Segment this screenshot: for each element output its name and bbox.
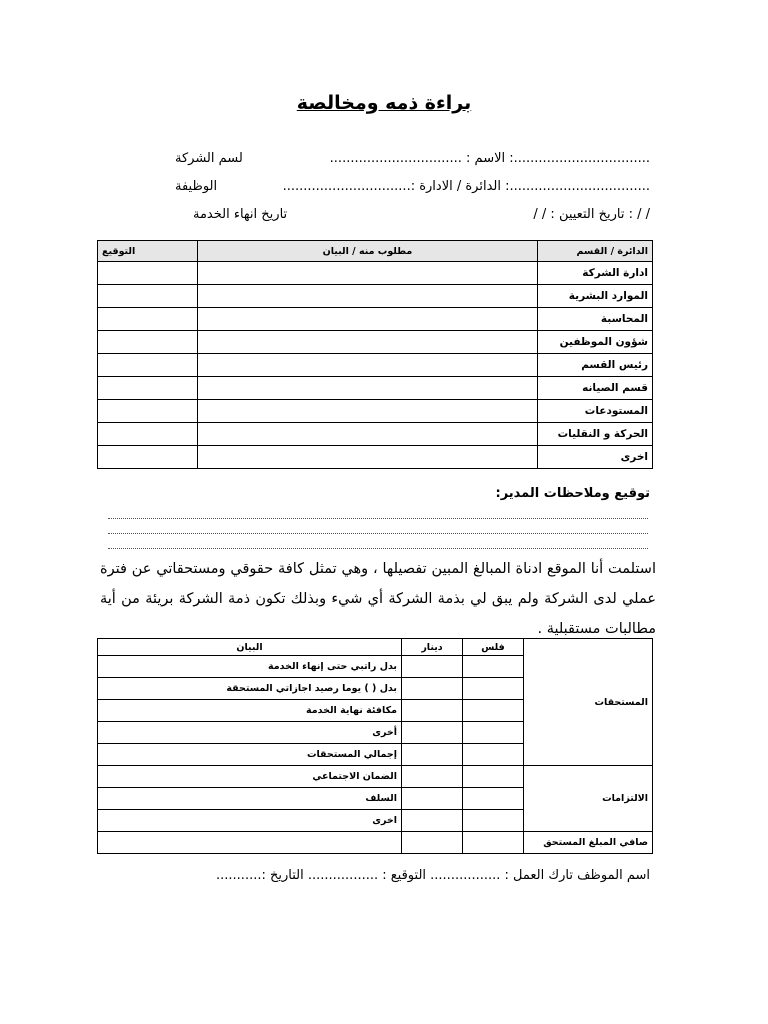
manager-notes-label: توقيع وملاحظات المدير: [495,486,650,501]
fils-cell[interactable] [463,810,524,832]
signature-cell[interactable] [98,285,198,308]
table-header-row [98,639,653,656]
table-row [98,446,653,469]
required-cell[interactable] [197,354,538,377]
notes-line-1[interactable] [108,518,648,519]
required-cell[interactable] [197,262,538,285]
fils-cell[interactable] [463,678,524,700]
col-description: البيان [98,639,402,656]
notes-line-3[interactable] [108,548,648,549]
required-cell[interactable] [197,446,538,469]
declaration-text: استلمت أنا الموقع ادناة المبالغ المبين تفصيلها ، وهي تمثل كافة حقوقي ومستحقاتي عن فترة عملي لدى الشركة ولم يبق لي بذمة الشركة أي شيء وبذلك تكون ذمة الشركة بريئة من أية مطالبات مستقبلية . [100,561,656,637]
fils-cell[interactable] [463,788,524,810]
dinar-cell[interactable] [402,788,463,810]
description-cell: أخرى [98,722,402,744]
dept-cell: المحاسبة [538,308,653,331]
dinar-cell[interactable] [402,656,463,678]
company-name-label: لسم الشركة [175,151,243,166]
description-cell [98,832,402,854]
col-dinar: دينار [402,639,463,656]
fils-cell[interactable] [463,700,524,722]
dinar-cell[interactable] [402,700,463,722]
page-title: براءة ذمه ومخالصة [296,92,472,114]
dinar-cell[interactable] [402,722,463,744]
entitlements-label: المستحقات [524,639,653,766]
table-row [98,331,653,354]
description-cell: بدل ( ) يوما رصيد اجازاتي المستحقة [98,678,402,700]
clearance-table [97,240,653,469]
table-row [98,766,653,788]
settlement-table [97,638,653,854]
notes-line-2[interactable] [108,533,648,534]
required-cell[interactable] [197,285,538,308]
fils-cell[interactable] [463,656,524,678]
table-row [98,423,653,446]
dept-cell: الحركة و النقليات [538,423,653,446]
dinar-cell[interactable] [402,678,463,700]
description-cell: السلف [98,788,402,810]
dept-cell: قسم الصيانه [538,377,653,400]
signature-cell[interactable] [98,423,198,446]
required-cell[interactable] [197,377,538,400]
dept-cell: الموارد البشرية [538,285,653,308]
table-row [98,285,653,308]
signature-cell[interactable] [98,262,198,285]
hire-date-line: / / : تاريخ التعيين : / / [533,207,650,222]
description-cell: بدل راتبي حتى إنهاء الخدمة [98,656,402,678]
name-line: .................................: الاسم : ................................ [329,151,650,166]
description-cell: الضمان الاجتماعي [98,766,402,788]
signature-cell[interactable] [98,377,198,400]
dinar-cell[interactable] [402,766,463,788]
table-row [98,377,653,400]
dinar-cell[interactable] [402,744,463,766]
signature-cell[interactable] [98,446,198,469]
department-line: ..................................: الدائرة / الادارة :............................... [282,179,650,194]
signature-cell[interactable] [98,400,198,423]
signature-cell[interactable] [98,354,198,377]
col-required: مطلوب منه / البيان [197,241,538,262]
dept-cell: شؤون الموظفين [538,331,653,354]
dept-cell: المستودعات [538,400,653,423]
signature-cell[interactable] [98,331,198,354]
description-cell: اخرى [98,810,402,832]
job-label: الوظيفة [175,179,218,194]
required-cell[interactable] [197,331,538,354]
table-row [98,400,653,423]
table-row [98,262,653,285]
fils-cell[interactable] [463,744,524,766]
required-cell[interactable] [197,400,538,423]
required-cell[interactable] [197,308,538,331]
fils-cell[interactable] [463,766,524,788]
dept-cell: ادارة الشركة [538,262,653,285]
dept-cell: اخرى [538,446,653,469]
table-row [98,832,653,854]
signature-cell[interactable] [98,308,198,331]
col-signature: التوقيع [98,241,198,262]
table-header-row [98,241,653,262]
end-of-service-label: تاريخ انهاء الخدمة [193,207,288,222]
required-cell[interactable] [197,423,538,446]
table-row [98,354,653,377]
col-fils: فلس [463,639,524,656]
col-department: الدائرة / القسم [538,241,653,262]
dinar-cell[interactable] [402,832,463,854]
dinar-cell[interactable] [402,810,463,832]
dept-cell: رئيس القسم [538,354,653,377]
table-row [98,308,653,331]
description-cell: إجمالي المستحقات [98,744,402,766]
footer-signature-line: اسم الموظف تارك العمل : ................. التوقيع : ................. التاريخ :........... [216,868,650,883]
fils-cell[interactable] [463,832,524,854]
obligations-label: الالتزامات [524,766,653,832]
net-amount-label: صافي المبلغ المستحق [524,832,653,854]
description-cell: مكافئة نهاية الخدمة [98,700,402,722]
fils-cell[interactable] [463,722,524,744]
